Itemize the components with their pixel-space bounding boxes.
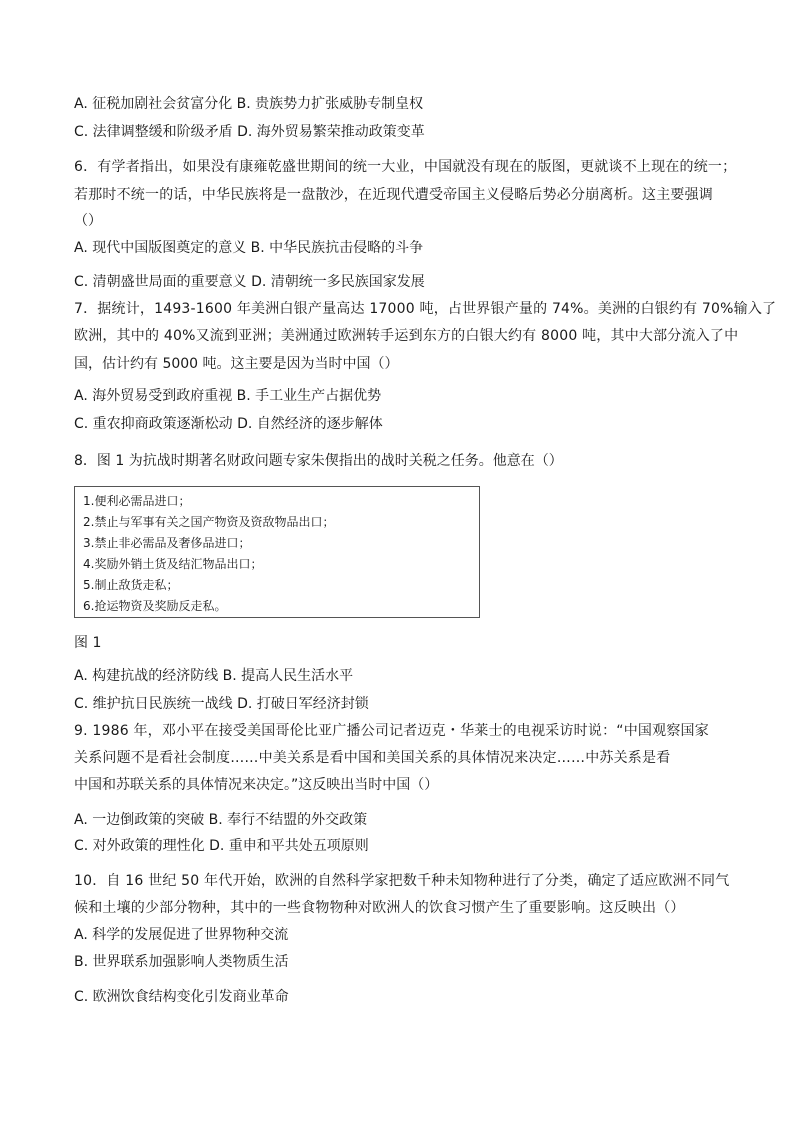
q10-option-a: A. 科学的发展促进了世界物种交流: [74, 927, 289, 943]
q9-stem-line1: 9. 1986 年，邓小平在接受美国哥伦比亚广播公司记者迈克・华莱士的电视采访时说：“中国观察国家: [74, 723, 709, 739]
q6-blank: （）: [74, 213, 102, 229]
figure-item: 6.抢运物资及奖励反走私。: [83, 599, 227, 613]
q9-options-cd: C. 对外政策的理性化 D. 重申和平共处五项原则: [74, 838, 369, 854]
q9-options-ab: A. 一边倒政策的突破 B. 奉行不结盟的外交政策: [74, 812, 368, 828]
figure-1-box: [74, 486, 480, 618]
figure-item: 2.禁止与军事有关之国产物资及资敌物品出口；: [83, 515, 335, 529]
figure-caption: 图 1: [74, 635, 102, 651]
q9-stem-line2: 关系问题不是看社会制度……中美关系是看中国和美国关系的具体情况来决定……中苏关系是看: [74, 750, 671, 766]
q6-stem-line2: 若那时不统一的话，中华民族将是一盘散沙，在近现代遭受帝国主义侵略后势必分崩离析。这主要强调: [74, 187, 713, 203]
q7-stem-line1: 7．据统计，1493-1600 年美洲白银产量高达 17000 吨，占世界银产量的 74%。美洲的白银约有 70%输入了: [74, 301, 777, 317]
q6-stem-line1: 6．有学者指出，如果没有康雍乾盛世期间的统一大业，中国就没有现在的版图，更就谈不上现在的统一；: [74, 159, 737, 175]
q7-options-ab: A. 海外贸易受到政府重视 B. 手工业生产占据优势: [74, 388, 382, 404]
figure-item: 1.便利必需品进口；: [83, 494, 191, 508]
figure-item: 4.奖励外销土货及结汇物品出口；: [83, 557, 263, 571]
q9-stem-line3: 中国和苏联关系的具体情况来决定。”这反映出当时中国（）: [74, 777, 439, 793]
q10-stem-line1: 10．自 16 世纪 50 年代开始，欧洲的自然科学家把数千种未知物种进行了分类，确定了适应欧洲不同气: [74, 873, 730, 889]
q5-options-ab: A. 征税加剧社会贫富分化 B. 贵族势力扩张威胁专制皇权: [74, 96, 424, 112]
figure-item: 5.制止敌货走私；: [83, 578, 179, 592]
q6-options-ab: A. 现代中国版图奠定的意义 B. 中华民族抗击侵略的斗争: [74, 240, 424, 256]
q5-options-cd: C. 法律调整缓和阶级矛盾 D. 海外贸易繁荣推动政策变革: [74, 124, 425, 140]
q10-option-b: B. 世界联系加强影响人类物质生活: [74, 954, 289, 970]
q7-stem-line3: 国，估计约有 5000 吨。这主要是因为当时中国（）: [74, 356, 399, 372]
figure-item: 3.禁止非必需品及奢侈品进口；: [83, 536, 251, 550]
q6-options-cd: C. 清朝盛世局面的重要意义 D. 清朝统一多民族国家发展: [74, 274, 425, 290]
q8-options-cd: C. 维护抗日民族统一战线 D. 打破日军经济封锁: [74, 696, 369, 712]
q8-options-ab: A. 构建抗战的经济防线 B. 提高人民生活水平: [74, 668, 354, 684]
q10-stem-line2: 候和土壤的少部分物种，其中的一些食物物种对欧洲人的饮食习惯产生了重要影响。这反映出（）: [74, 900, 685, 916]
q7-stem-line2: 欧洲，其中的 40%又流到亚洲；美洲通过欧洲转手运到东方的白银大约有 8000 吨，其中大部分流入了中: [74, 328, 739, 344]
q10-option-c: C. 欧洲饮食结构变化引发商业革命: [74, 989, 289, 1005]
q7-options-cd: C. 重农抑商政策逐渐松动 D. 自然经济的逐步解体: [74, 416, 383, 432]
q8-stem: 8．图 1 为抗战时期著名财政问题专家朱偰指出的战时关税之任务。他意在（）: [74, 453, 563, 469]
